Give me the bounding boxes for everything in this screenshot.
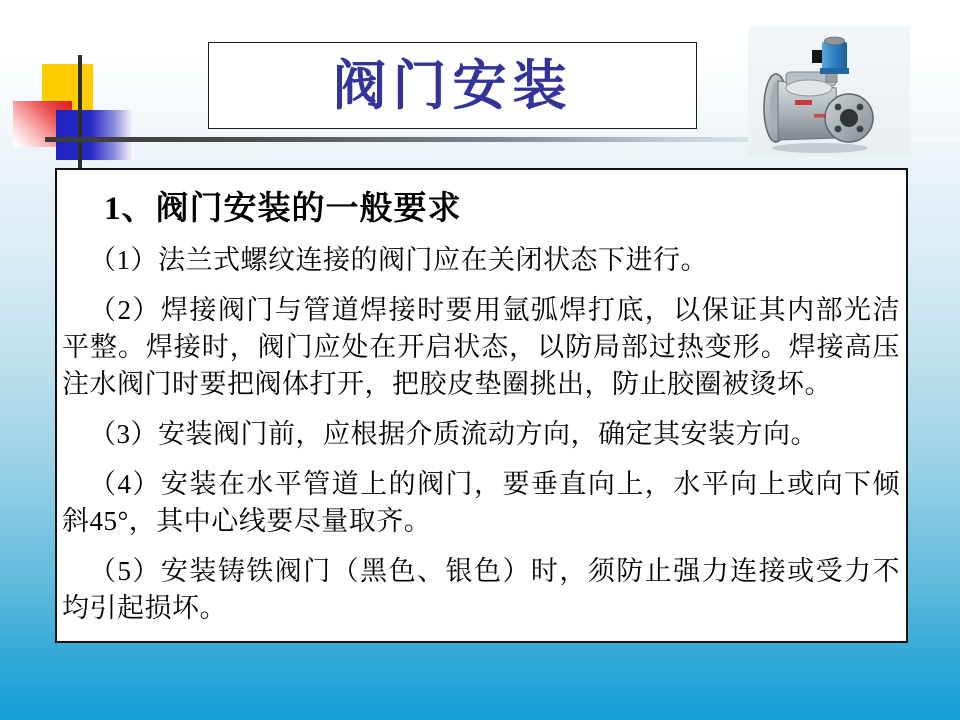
valve-blue-cap — [822, 42, 847, 72]
body-paragraph-5: （5）安装铸铁阀门（黑色、银色）时，须防止强力连接或受力不均引起损坏。 — [62, 556, 900, 623]
valve-top-recess — [786, 80, 832, 96]
valve-brand-mark — [795, 100, 812, 105]
title-box — [208, 42, 697, 129]
body-paragraph-2: （2）焊接阀门与管道焊接时要用氩弧焊打底，以保证其内部光洁平整。焊接时，阀门应处在开启状态，以防局部过热变形。焊接高压注水阀门时要把阀体打开，把胶皮垫圈挑出，防止胶圈被烫坏。 — [62, 295, 900, 399]
valve-photo-image — [748, 26, 910, 156]
slide-title: 阀门安装 — [332, 55, 573, 116]
valve-photo — [748, 26, 910, 156]
decoration-vertical-line — [78, 55, 82, 168]
valve-bolt-hole — [857, 104, 864, 111]
body-paragraph-1: （1）法兰式螺纹连接的阀门应在关闭状态下进行。 — [89, 245, 708, 275]
valve-bolt-hole — [835, 126, 842, 133]
valve-connector — [812, 50, 822, 63]
valve-bolt-hole — [835, 104, 842, 111]
body-paragraph-3: （3）安装阀门前，应根据介质流动方向，确定其安装方向。 — [89, 419, 818, 449]
valve-bolt-hole — [857, 126, 864, 133]
valve-shadow — [772, 143, 868, 153]
valve-cap-top — [825, 37, 845, 45]
content-box — [55, 168, 908, 643]
section-heading: 1、阀门安装的一般要求 — [104, 191, 462, 227]
valve-brand-mark — [814, 114, 826, 118]
valve-right-flange-bore — [840, 109, 858, 127]
valve-blue-cap-band — [820, 68, 849, 74]
decoration-blue-gradient-square — [56, 110, 134, 160]
body-paragraph-4: （4）安装在水平管道上的阀门，要垂直向上，水平向上或向下倾斜45°，其中心线要尽量取齐。 — [62, 469, 900, 536]
